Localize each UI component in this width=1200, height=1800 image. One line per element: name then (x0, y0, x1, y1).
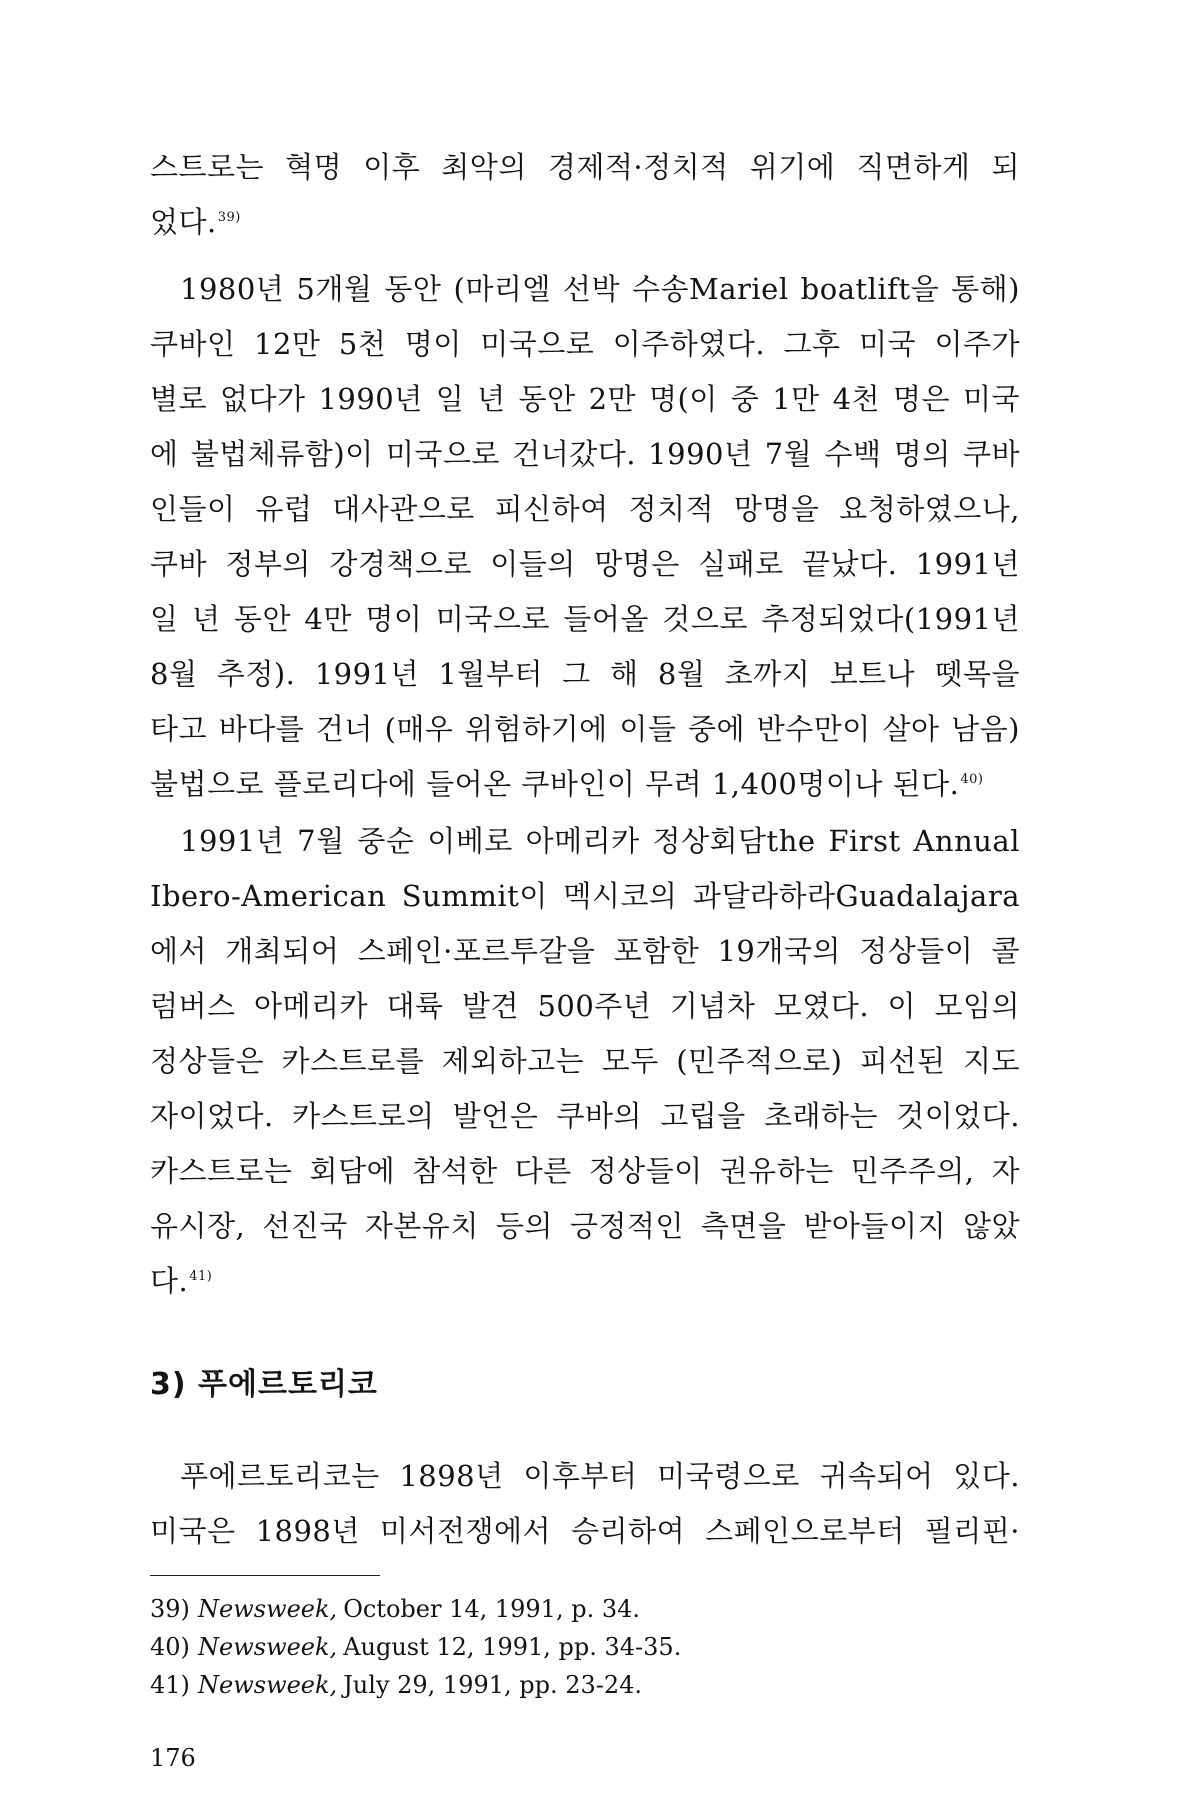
paragraph-line: 인들이 유럽 대사관으로 피신하여 정치적 망명을 요청하였으나, (150, 492, 1020, 526)
paragraph-line: 스트로는 혁명 이후 최악의 경제적·정치적 위기에 직면하게 되 (150, 150, 1020, 184)
paragraph-line: 1991년 7월 중순 이베로 아메리카 정상회담the First Annual (180, 824, 1020, 858)
paragraph-line-text: 었다. (150, 205, 217, 239)
footnote-ref-39: 39) (217, 210, 241, 226)
footnote-source: Newsweek, (198, 1595, 338, 1623)
footnote-source: Newsweek, (198, 1671, 338, 1699)
footnote-39 (150, 1590, 1020, 1628)
paragraph-2 (150, 262, 1020, 812)
paragraph-line: 럼버스 아메리카 대륙 발견 500주년 기념차 모였다. 이 모임의 (150, 989, 1020, 1023)
paragraph-line: 일 년 동안 4만 명이 미국으로 들어올 것으로 추정되었다(1991년 (150, 602, 1020, 636)
footnote-details: October 14, 1991, p. 34. (343, 1595, 640, 1623)
book-page (150, 140, 1020, 1772)
paragraph-line: 정상들은 카스트로를 제외하고는 모두 (민주적으로) 피선된 지도 (150, 1044, 1020, 1078)
page-number: 176 (150, 1744, 196, 1772)
footnote-number: 39) (150, 1595, 190, 1623)
footnote-41 (150, 1666, 1020, 1704)
paragraph-line-text: 다. (150, 1264, 189, 1298)
paragraph-line: 유시장, 선진국 자본유치 등의 긍정적인 측면을 받아들이지 않았 (150, 1209, 1020, 1243)
paragraph-3 (150, 814, 1020, 1309)
paragraph-line: 미국은 1898년 미서전쟁에서 승리하여 스페인으로부터 필리핀· (150, 1514, 1020, 1548)
paragraph-1 (150, 140, 1020, 250)
footnote-ref-41: 41) (189, 1269, 213, 1285)
footnote-details: August 12, 1991, pp. 34-35. (343, 1633, 682, 1661)
paragraph-line: 쿠바인 12만 5천 명이 미국으로 이주하였다. 그후 미국 이주가 (150, 327, 1020, 361)
paragraph-line: 8월 추정). 1991년 1월부터 그 해 8월 초까지 보트나 뗏목을 (150, 657, 1020, 691)
paragraph-line: 자이었다. 카스트로의 발언은 쿠바의 고립을 초래하는 것이었다. (150, 1099, 1020, 1133)
paragraph-line: 푸에르토리코는 1898년 이후부터 미국령으로 귀속되어 있다. (180, 1459, 1020, 1493)
paragraph-line: Ibero-American Summit이 멕시코의 과달라하라Guadalajara (150, 879, 1020, 913)
paragraph-line: 카스트로는 회담에 참석한 다른 정상들이 권유하는 민주주의, 자 (150, 1154, 1020, 1188)
footnotes (150, 1590, 1020, 1704)
footnote-number: 40) (150, 1633, 190, 1661)
paragraph-line: 타고 바다를 건너 (매우 위험하기에 이들 중에 반수만이 살아 남음) (150, 712, 1020, 746)
paragraph-line (150, 195, 1020, 250)
paragraph-line: 에서 개최되어 스페인·포르투갈을 포함한 19개국의 정상들이 콜 (150, 934, 1020, 968)
section-heading: 3) 푸에르토리코 (150, 1367, 378, 1402)
footnote-40 (150, 1628, 1020, 1666)
paragraph-line: 별로 없다가 1990년 일 년 동안 2만 명(이 중 1만 4천 명은 미국 (150, 382, 1020, 416)
paragraph-line-text: 불법으로 플로리다에 들어온 쿠바인이 무려 1,400명이나 된다. (150, 767, 960, 801)
footnote-source: Newsweek, (198, 1633, 338, 1661)
paragraph-line: 1980년 5개월 동안 (마리엘 선박 수송Mariel boatlift을 통해) (180, 272, 1020, 306)
paragraph-line (150, 1254, 1020, 1309)
paragraph-line: 쿠바 정부의 강경책으로 이들의 망명은 실패로 끝났다. 1991년 (150, 547, 1020, 581)
footnote-details: July 29, 1991, pp. 23-24. (343, 1671, 643, 1699)
paragraph-4 (150, 1449, 1020, 1559)
paragraph-line: 에 불법체류함)이 미국으로 건너갔다. 1990년 7월 수백 명의 쿠바 (150, 437, 1020, 471)
paragraph-line (150, 757, 1020, 812)
footnote-ref-40: 40) (960, 772, 984, 788)
footnote-divider (150, 1575, 380, 1576)
footnote-number: 41) (150, 1671, 190, 1699)
